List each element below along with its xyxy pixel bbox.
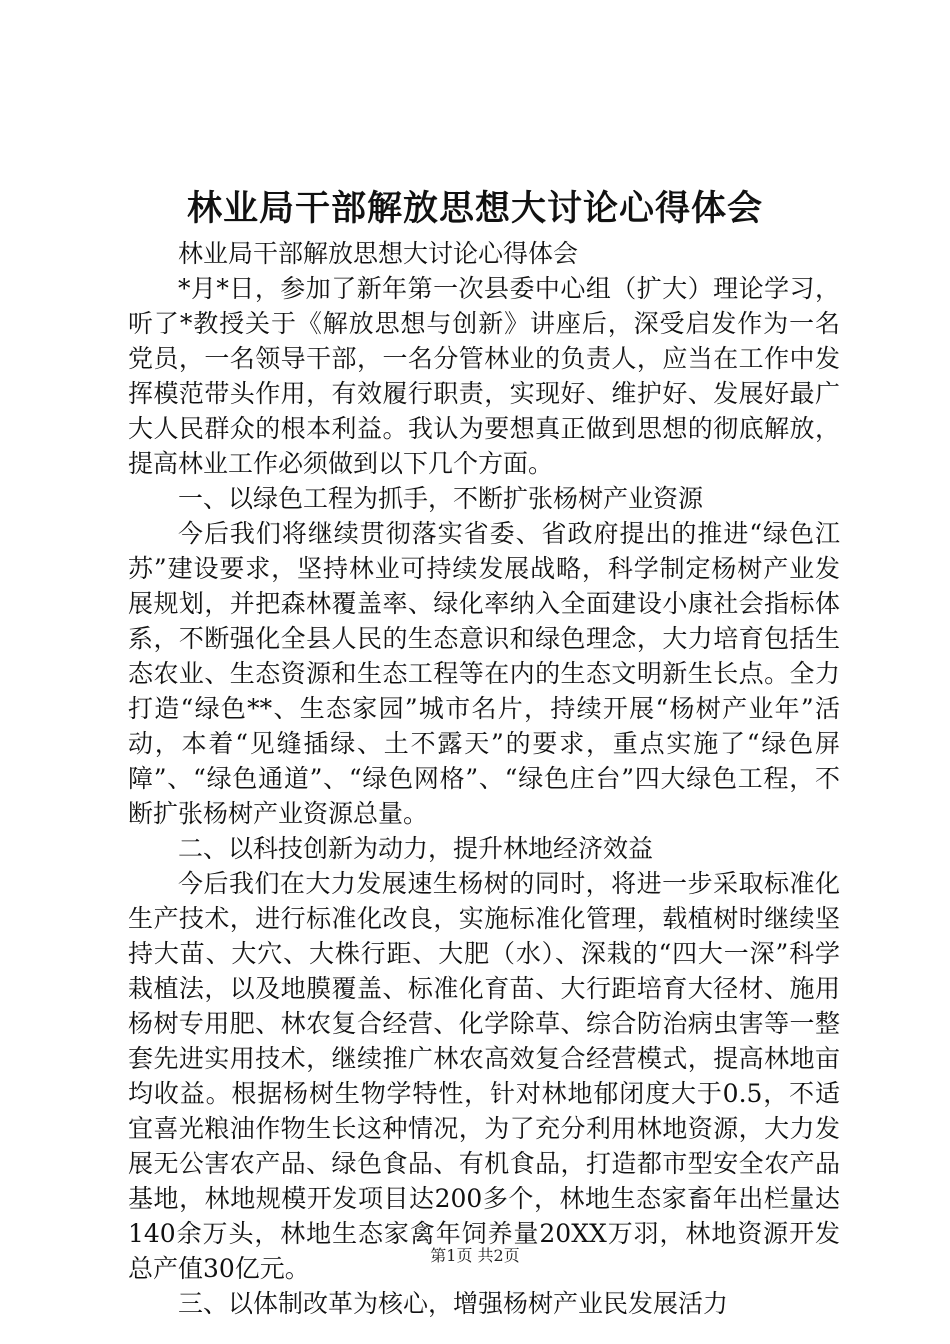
body-paragraph-section-1: 今后我们将继续贯彻落实省委、省政府提出的推进“绿色江苏”建设要求，坚持林业可持续发展战略，科学制定杨树产业发展规划，并把森林覆盖率、绿化率纳入全面建设小康社会指标体系，不断强化全县人民的生态意识和绿色理念，大力培育包括生态农业、生态资源和生态工程等在内的生态文明新生长点。全力打造“绿色**、生态家园”城市名片，持续开展“杨树产业年”活动，本着“见缝插绿、土不露天”的要求，重点实施了“绿色屏障”、“绿色通道”、“绿色网格”、“绿色庄台”四大绿色工程，不断扩张杨树产业资源总量。 [128,519,840,828]
section-heading-3: 三、以体制改革为核心，增强杨树产业民发展活力 [178,1289,729,1318]
section-heading-1: 一、以绿色工程为抓手，不断扩张杨树产业资源 [178,484,704,513]
body-paragraph-subtitle: 林业局干部解放思想大讨论心得体会 [178,239,579,268]
document-title: 林业局干部解放思想大讨论心得体会 [186,188,763,229]
section-heading-2: 二、以科技创新为动力，提升林地经济效益 [178,834,654,863]
body-paragraph-section-2: 今后我们在大力发展速生杨树的同时，将进一步采取标准化生产技术，进行标准化改良，实施标准化管理，载植树时继续坚持大苗、大穴、大株行距、大肥（水）、深栽的“四大一深”科学栽植法，以及地膜覆盖、标准化育苗、大行距培育大径材、施用杨树专用肥、林农复合经营、化学除草、综合防治病虫害等一整套先进实用技术，继续推广林农高效复合经营模式，提高林地亩均收益。根据杨树生物学特性，针对林地郁闭度大于0.5，不适宜喜光粮油作物生长这种情况，为了充分利用林地资源，大力发展无公害农产品、绿色食品、有机食品，打造都市型安全农产品基地，林地规模开发项目达200多个，林地生态家畜年出栏量达140余万头，林地生态家禽年饲养量20XX万羽，林地资源开发总产值30亿元。 [128,869,840,1283]
body-paragraph-intro: *月*日，参加了新年第一次县委中心组（扩大）理论学习，听了*教授关于《解放思想与创新》讲座后，深受启发作为一名党员，一名领导干部，一名分管林业的负责人，应当在工作中发挥模范带头作用，有效履行职责，实现好、维护好、发展好最广大人民群众的根本利益。我认为要想真正做到思想的彻底解放，提高林业工作必须做到以下几个方面。 [128,274,840,478]
document-body [128,236,840,1321]
page-number-footer: 第1页 共2页 [430,1246,520,1265]
